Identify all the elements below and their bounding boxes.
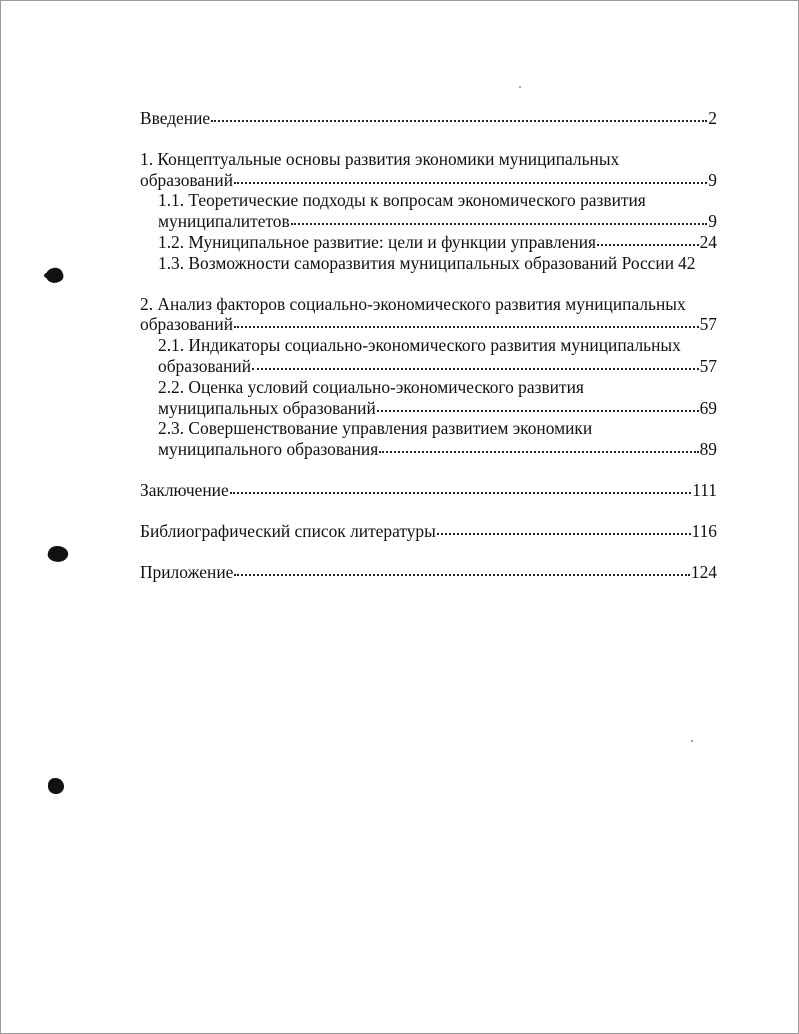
toc-section-1-2[interactable] xyxy=(140,232,717,253)
scan-blemish xyxy=(48,778,64,794)
toc-chapter-1[interactable] xyxy=(140,149,717,191)
dot-leader xyxy=(437,523,691,537)
section-title-line: муниципальных образований xyxy=(158,397,376,418)
dot-leader xyxy=(291,213,708,227)
section-title-line: 2.2. Оценка условий социально-экономического развития xyxy=(158,376,584,397)
toc-entry-appendix[interactable] xyxy=(140,562,717,583)
toc-chapter-title-end xyxy=(140,170,717,191)
section-title-line: образований xyxy=(158,355,252,376)
toc-page-number: 2 xyxy=(708,108,717,128)
toc-chapter-title xyxy=(140,294,717,315)
dot-leader xyxy=(211,110,707,124)
toc-page-number: 124 xyxy=(690,561,717,582)
dot-leader xyxy=(234,316,699,330)
scan-blemish xyxy=(44,273,50,278)
dot-leader xyxy=(252,358,699,372)
section-title-line: 2.3. Совершенствование управления развитием экономики xyxy=(158,418,593,439)
chapter-title-line: 1. Концептуальные основы развития экономики муниципальных xyxy=(140,148,620,169)
section-title-line: 1.3. Возможности саморазвития муниципальных образований России xyxy=(158,252,675,273)
section-title-line: муниципального образования xyxy=(158,439,379,460)
toc-page-number: 116 xyxy=(691,520,717,541)
dot-leader xyxy=(379,441,698,455)
scan-speck xyxy=(691,740,693,742)
toc-page-number: 9 xyxy=(708,211,717,232)
toc-chapter-2[interactable] xyxy=(140,294,717,336)
toc-section-2-3[interactable] xyxy=(140,418,717,460)
toc-entry-title: Библиографический список литературы xyxy=(140,520,436,541)
scan-speck xyxy=(519,86,521,88)
dot-leader xyxy=(234,564,690,578)
toc-entry-title: Заключение xyxy=(140,479,229,500)
toc-page-number: 24 xyxy=(699,231,717,252)
dot-leader xyxy=(597,234,699,248)
dot-leader xyxy=(377,400,699,414)
toc-entry-intro[interactable] xyxy=(140,108,717,129)
scan-blemish xyxy=(46,544,69,565)
toc-entry-conclusion[interactable] xyxy=(140,480,717,501)
toc-chapter-title-end xyxy=(140,314,717,335)
toc-section-1-3[interactable] xyxy=(140,253,717,274)
toc-page-number: 69 xyxy=(699,397,717,418)
section-title-line: муниципалитетов xyxy=(158,211,290,232)
section-title-line: 1.1. Теоретические подходы к вопросам экономического развития xyxy=(158,190,646,211)
toc-entry-title: Введение xyxy=(140,108,211,128)
dot-leader xyxy=(234,172,707,186)
dot-leader xyxy=(230,482,692,496)
toc-section-2-2[interactable] xyxy=(140,377,717,419)
toc-entry-bibliography[interactable] xyxy=(140,521,717,542)
toc-section-1-1[interactable] xyxy=(140,190,717,232)
chapter-title-line: образований xyxy=(140,314,234,335)
chapter-title-line: 2. Анализ факторов социально-экономического развития муниципальных xyxy=(140,293,686,314)
toc-page-number: 57 xyxy=(699,314,717,335)
toc-page-number: 57 xyxy=(699,355,717,376)
toc-section-2-1[interactable] xyxy=(140,335,717,377)
toc-page-number: 9 xyxy=(708,169,717,190)
toc-chapter-title xyxy=(140,149,717,170)
section-title-line: 1.2. Муниципальное развитие: цели и функции управления xyxy=(158,231,597,252)
toc-entry-title: Приложение xyxy=(140,561,234,582)
table-of-contents xyxy=(140,108,717,582)
toc-page-number: 89 xyxy=(699,439,717,460)
section-title-line: 2.1. Индикаторы социально-экономического развития муниципальных xyxy=(158,335,681,356)
chapter-title-line: образований xyxy=(140,169,234,190)
toc-page-number: 42 xyxy=(678,252,696,273)
toc-page-number: 111 xyxy=(692,479,717,500)
